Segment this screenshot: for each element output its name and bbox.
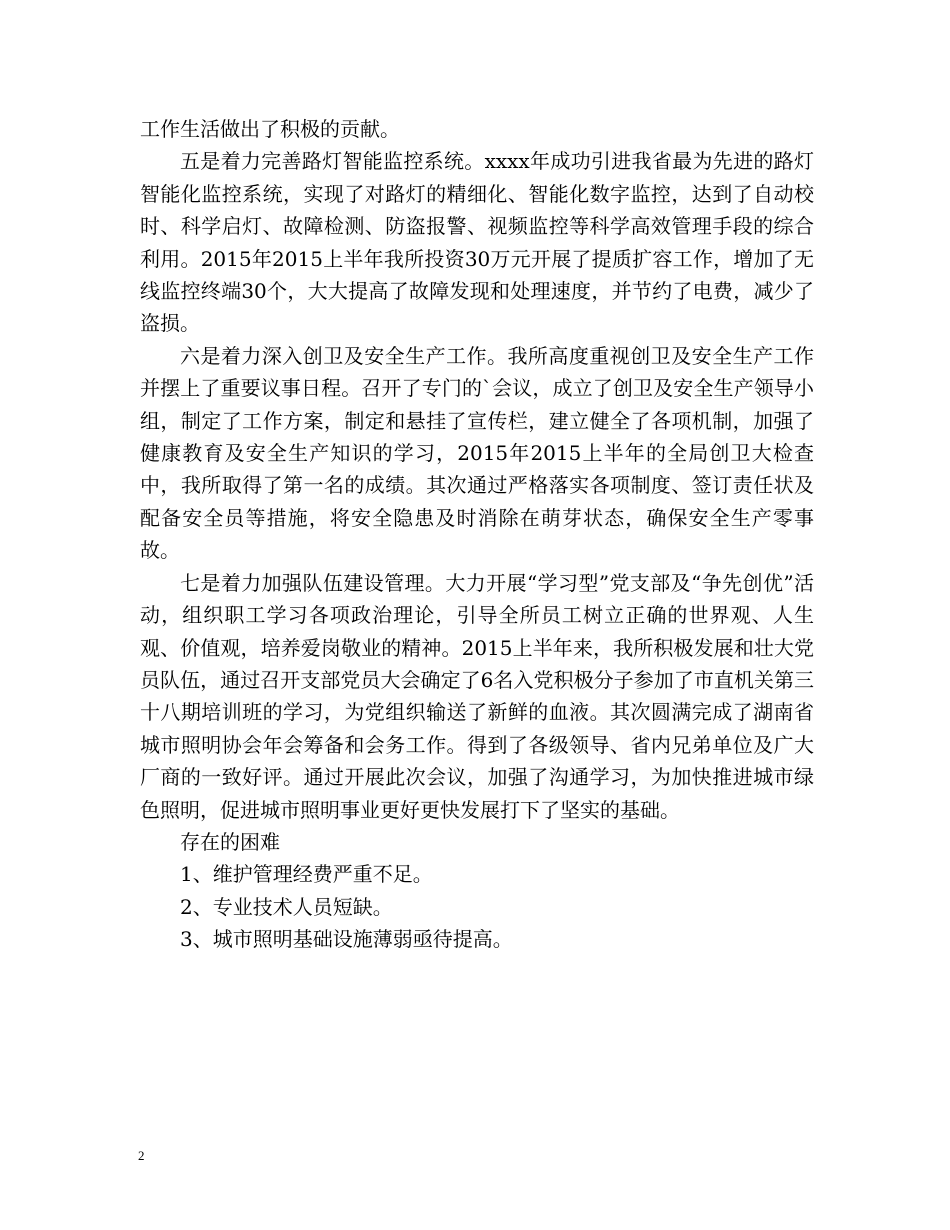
paragraph-item-five: 五是着力完善路灯智能监控系统。xxxx年成功引进我省最为先进的路灯智能化监控系统，实现了对路灯的精细化、智能化数字监控，达到了自动校时、科学启灯、故障检测、防盗报警、视频监控等科学高效管理手段的综合利用。2015年2015上半年我所投资30万元开展了提质扩容工作，增加了无线监控终端30个，大大提高了故障发现和处理速度，并节约了电费，减少了盗损。 <box>140 149 814 336</box>
difficulty-item-3: 3、城市照明基础设施薄弱亟待提高。 <box>180 927 513 952</box>
section-heading-difficulties: 存在的困难 <box>180 829 280 854</box>
difficulty-item-2: 2、专业技术人员短缺。 <box>180 894 393 919</box>
paragraph-item-six: 六是着力深入创卫及安全生产工作。我所高度重视创卫及安全生产工作并摆上了重要议事日程。召开了专门的`会议，成立了创卫及安全生产领导小组，制定了工作方案，制定和悬挂了宣传栏，建立健全了各项机制，加强了健康教育及安全生产知识的学习，2015年2015上半年的全局创卫大检查中，我所取得了第一名的成绩。其次通过严格落实各项制度、签订责任状及配备安全员等措施，将安全隐患及时消除在萌芽状态，确保安全生产零事故。 <box>140 343 814 563</box>
page-number: 2 <box>138 1148 145 1163</box>
difficulty-item-1: 1、维护管理经费严重不足。 <box>180 862 433 887</box>
document-body <box>140 113 814 956</box>
paragraph-item-seven: 七是着力加强队伍建设管理。大力开展“学习型”党支部及“争先创优”活动，组织职工学习各项政治理论，引导全所员工树立正确的世界观、人生观、价值观，培养爱岗敬业的精神。2015上半年来，我所积极发展和壮大党员队伍，通过召开支部党员大会确定了6名入党积极分子参加了市直机关第三十八期培训班的学习，为党组织输送了新鲜的血液。其次圆满完成了湖南省城市照明协会年会筹备和会务工作。得到了各级领导、省内兄弟单位及广大厂商的一致好评。通过开展此次会议，加强了沟通学习，为加快推进城市绿色照明，促进城市照明事业更好更快发展打下了坚实的基础。 <box>140 570 814 822</box>
paragraph-continuation: 工作生活做出了积极的贡献。 <box>140 117 400 141</box>
